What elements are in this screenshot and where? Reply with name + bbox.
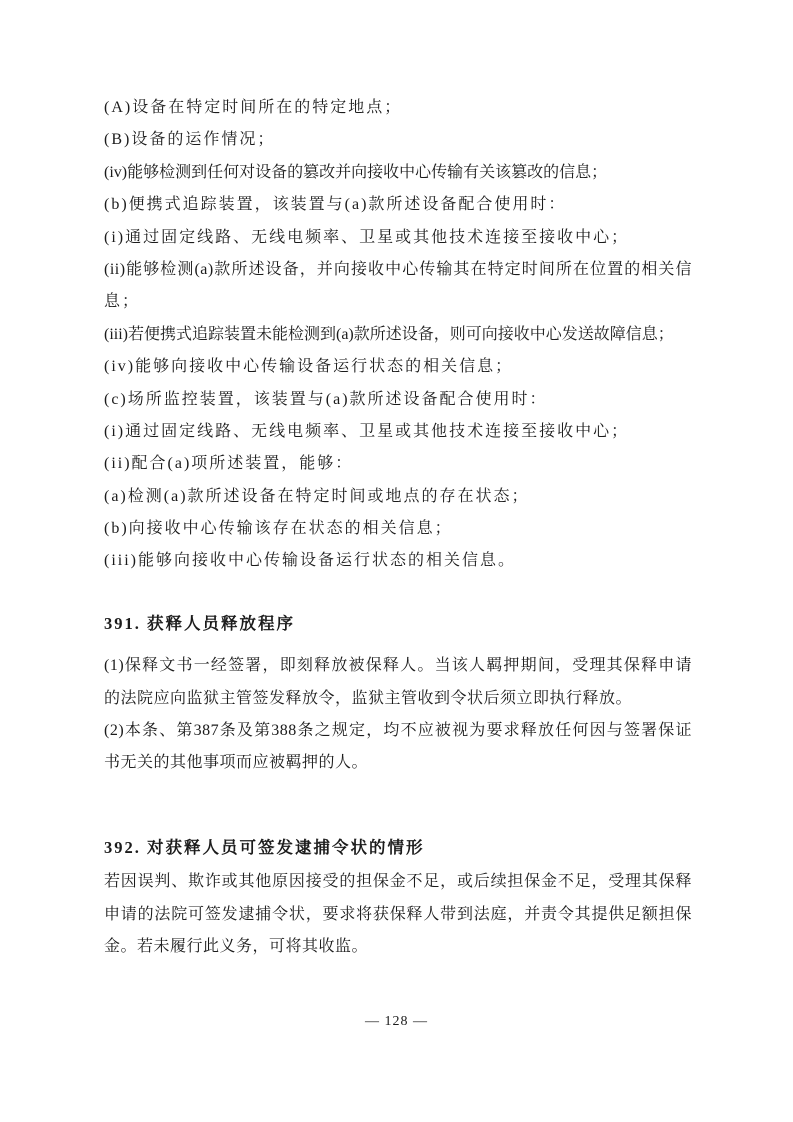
body-line: (i)通过固定线路、无线电频率、卫星或其他技术连接至接收中心； (104, 422, 630, 440)
paragraph-line: 申请的法院可签发逮捕令状，要求将获保释人带到法庭，并责令其提供足额担保 (104, 905, 692, 923)
body-line: (iii)能够向接收中心传输设备运行状态的相关信息。 (104, 552, 516, 570)
body-line: (c)场所监控装置，该装置与(a)款所述设备配合使用时： (104, 390, 548, 408)
paragraph-line: 金。若未履行此义务，可将其收监。 (104, 937, 369, 955)
paragraph-line: 的法院应向监狱主管签发释放令，监狱主管收到令状后须立即执行释放。 (104, 689, 633, 707)
paragraph-line: (1)保释文书一经签署，即刻释放被保释人。当该人羁押期间，受理其保释申请 (104, 657, 692, 675)
body-line: (iii)若便携式追踪装置未能检测到(a)款所述设备，则可向接收中心发送故障信息； (104, 325, 674, 343)
body-line: (ii)能够检测(a)款所述设备，并向接收中心传输其在特定时间所在位置的相关信 (104, 260, 692, 278)
body-line: (b)向接收中心传输该存在状态的相关信息； (104, 520, 453, 538)
body-line: 息； (104, 293, 141, 311)
body-line: (a)检测(a)款所述设备在特定时间或地点的存在状态； (104, 487, 530, 505)
paragraph-line: (2)本条、第387条及第388条之规定，均不应被视为要求释放任何因与签署保证 (104, 722, 692, 740)
paragraph-line: 若因误判、欺诈或其他原因接受的担保金不足，或后续担保金不足，受理其保释 (104, 873, 692, 891)
body-line: (iv)能够向接收中心传输设备运行状态的相关信息； (104, 358, 514, 376)
body-line: (A)设备在特定时间所在的特定地点； (104, 99, 403, 116)
section-392-heading: 392. 对获释人员可签发逮捕令状的情形 (104, 837, 425, 857)
body-line: (ii)配合(a)项所述装置，能够： (104, 455, 354, 473)
section-392-body (104, 866, 692, 963)
section-391-body (104, 650, 692, 780)
page-number: — 128 — (365, 1014, 428, 1029)
body-line: (iv)能够检测到任何对设备的篡改并向接收中心传输有关该篡改的信息； (104, 163, 608, 181)
body-line: (b)便携式追踪装置，该装置与(a)款所述设备配合使用时： (104, 196, 567, 214)
body-line: (B)设备的运作情况； (104, 131, 276, 149)
body-line: (i)通过固定线路、无线电频率、卫星或其他技术连接至接收中心； (104, 228, 630, 246)
page-content (104, 0, 692, 963)
section-391-heading: 391. 获释人员释放程序 (104, 613, 295, 633)
paragraph-line: 书无关的其他事项而应被羁押的人。 (104, 754, 369, 772)
clause-list (104, 92, 692, 578)
